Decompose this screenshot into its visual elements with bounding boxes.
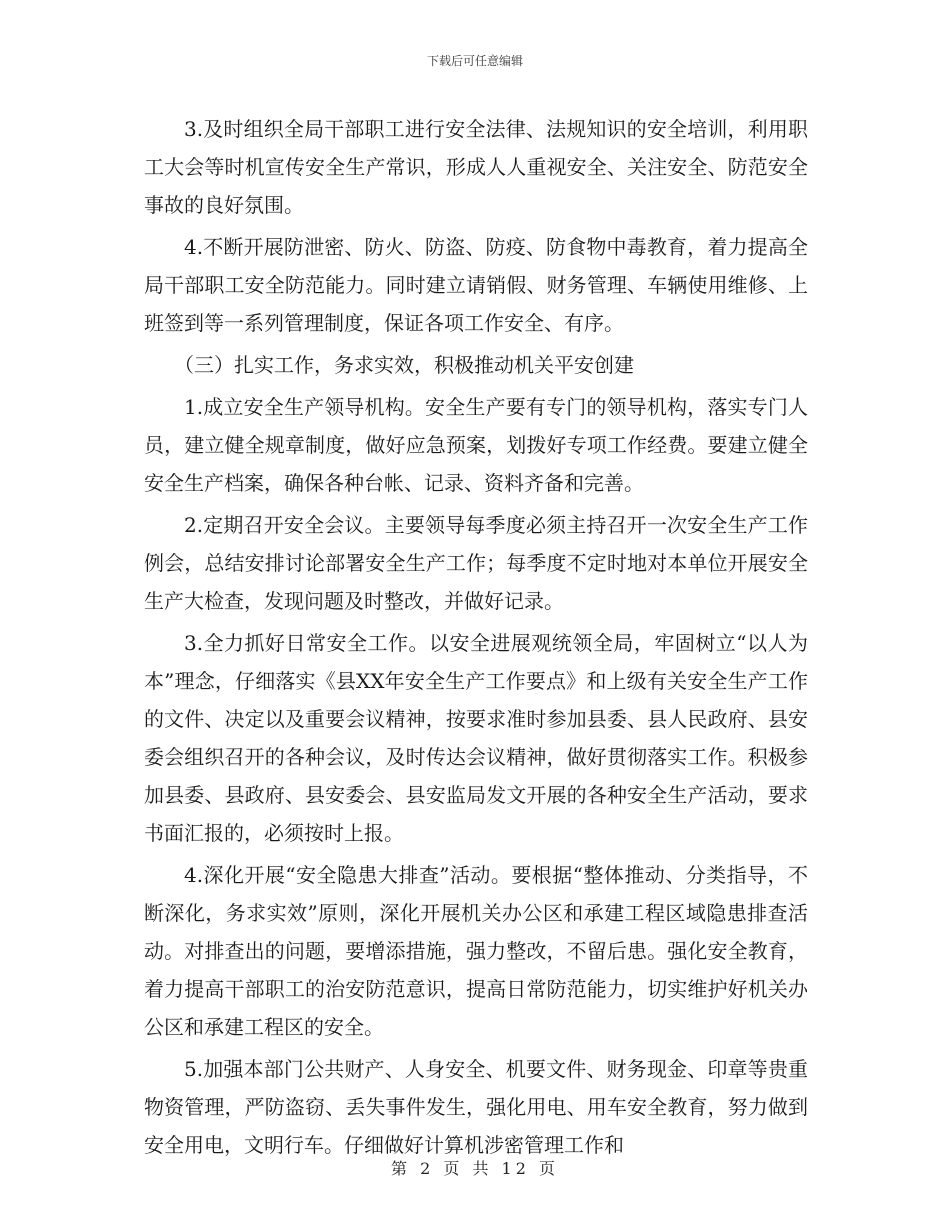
page-header-note: 下载后可任意编辑 bbox=[426, 54, 523, 68]
paragraph-item-5-asset-management: 5.加强本部门公共财产、人身安全、机要文件、财务现金、印章等贵重物资管理，严防盗窃、丢失事件发生，强化用电、用车安全教育，努力做到安全用电，文明行车。仔细做好计算机涉密管理工作和 bbox=[144, 1057, 808, 1157]
paragraph-item-1-organization: 1.成立安全生产领导机构。安全生产要有专门的领导机构，落实专门人员，建立健全规章制度，做好应急预案，划拨好专项工作经费。要建立健全安全生产档案，确保各种台帐、记录、资料齐备和完善。 bbox=[144, 395, 808, 495]
paragraph-item-4-hazard-check: 4.深化开展“安全隐患大排查”活动。要根据“整体推动、分类指导，不断深化，务求实效”原则，深化开展机关办公区和承建工程区域隐患排查活动。对排查出的问题，要增添措施，强力整改，不留后患。强化安全教育，着力提高干部职工的治安防范意识，提高日常防范能力，切实维护好机关办公区和承建工程区的安全。 bbox=[144, 863, 808, 1039]
paragraph-item-4-prevention: 4.不断开展防泄密、防火、防盗、防疫、防食物中毒教育，着力提高全局干部职工安全防范能力。同时建立请销假、财务管理、车辆使用维修、上班签到等一系列管理制度，保证各项工作安全、有序。 bbox=[144, 235, 808, 335]
paragraph-item-3-training: 3.及时组织全局干部职工进行安全法律、法规知识的安全培训，利用职工大会等时机宣传安全生产常识，形成人人重视安全、关注安全、防范安全事故的良好氛围。 bbox=[144, 117, 808, 217]
paragraph-item-2-meetings: 2.定期召开安全会议。主要领导每季度必须主持召开一次安全生产工作例会，总结安排讨论部署安全生产工作；每季度不定时地对本单位开展安全生产大检查，发现问题及时整改，并做好记录。 bbox=[144, 513, 808, 613]
page-number: 第 2 页 共 12 页 bbox=[391, 1159, 559, 1178]
document-body bbox=[144, 110, 808, 1168]
paragraph-item-3-daily-work: 3.全力抓好日常安全工作。以安全进展观统领全局，牢固树立“以人为本”理念，仔细落实《县XX年安全生产工作要点》和上级有关安全生产工作的文件、决定以及重要会议精神，按要求准时参加县委、县人民政府、县安委会组织召开的各种会议，及时传达会议精神，做好贯彻落实工作。积极参加县委、县政府、县安委会、县安监局发文开展的各种安全生产活动，要求书面汇报的，必须按时上报。 bbox=[144, 631, 808, 845]
section-heading: （三）扎实工作，务求实效，积极推动机关平安创建 bbox=[174, 353, 634, 377]
